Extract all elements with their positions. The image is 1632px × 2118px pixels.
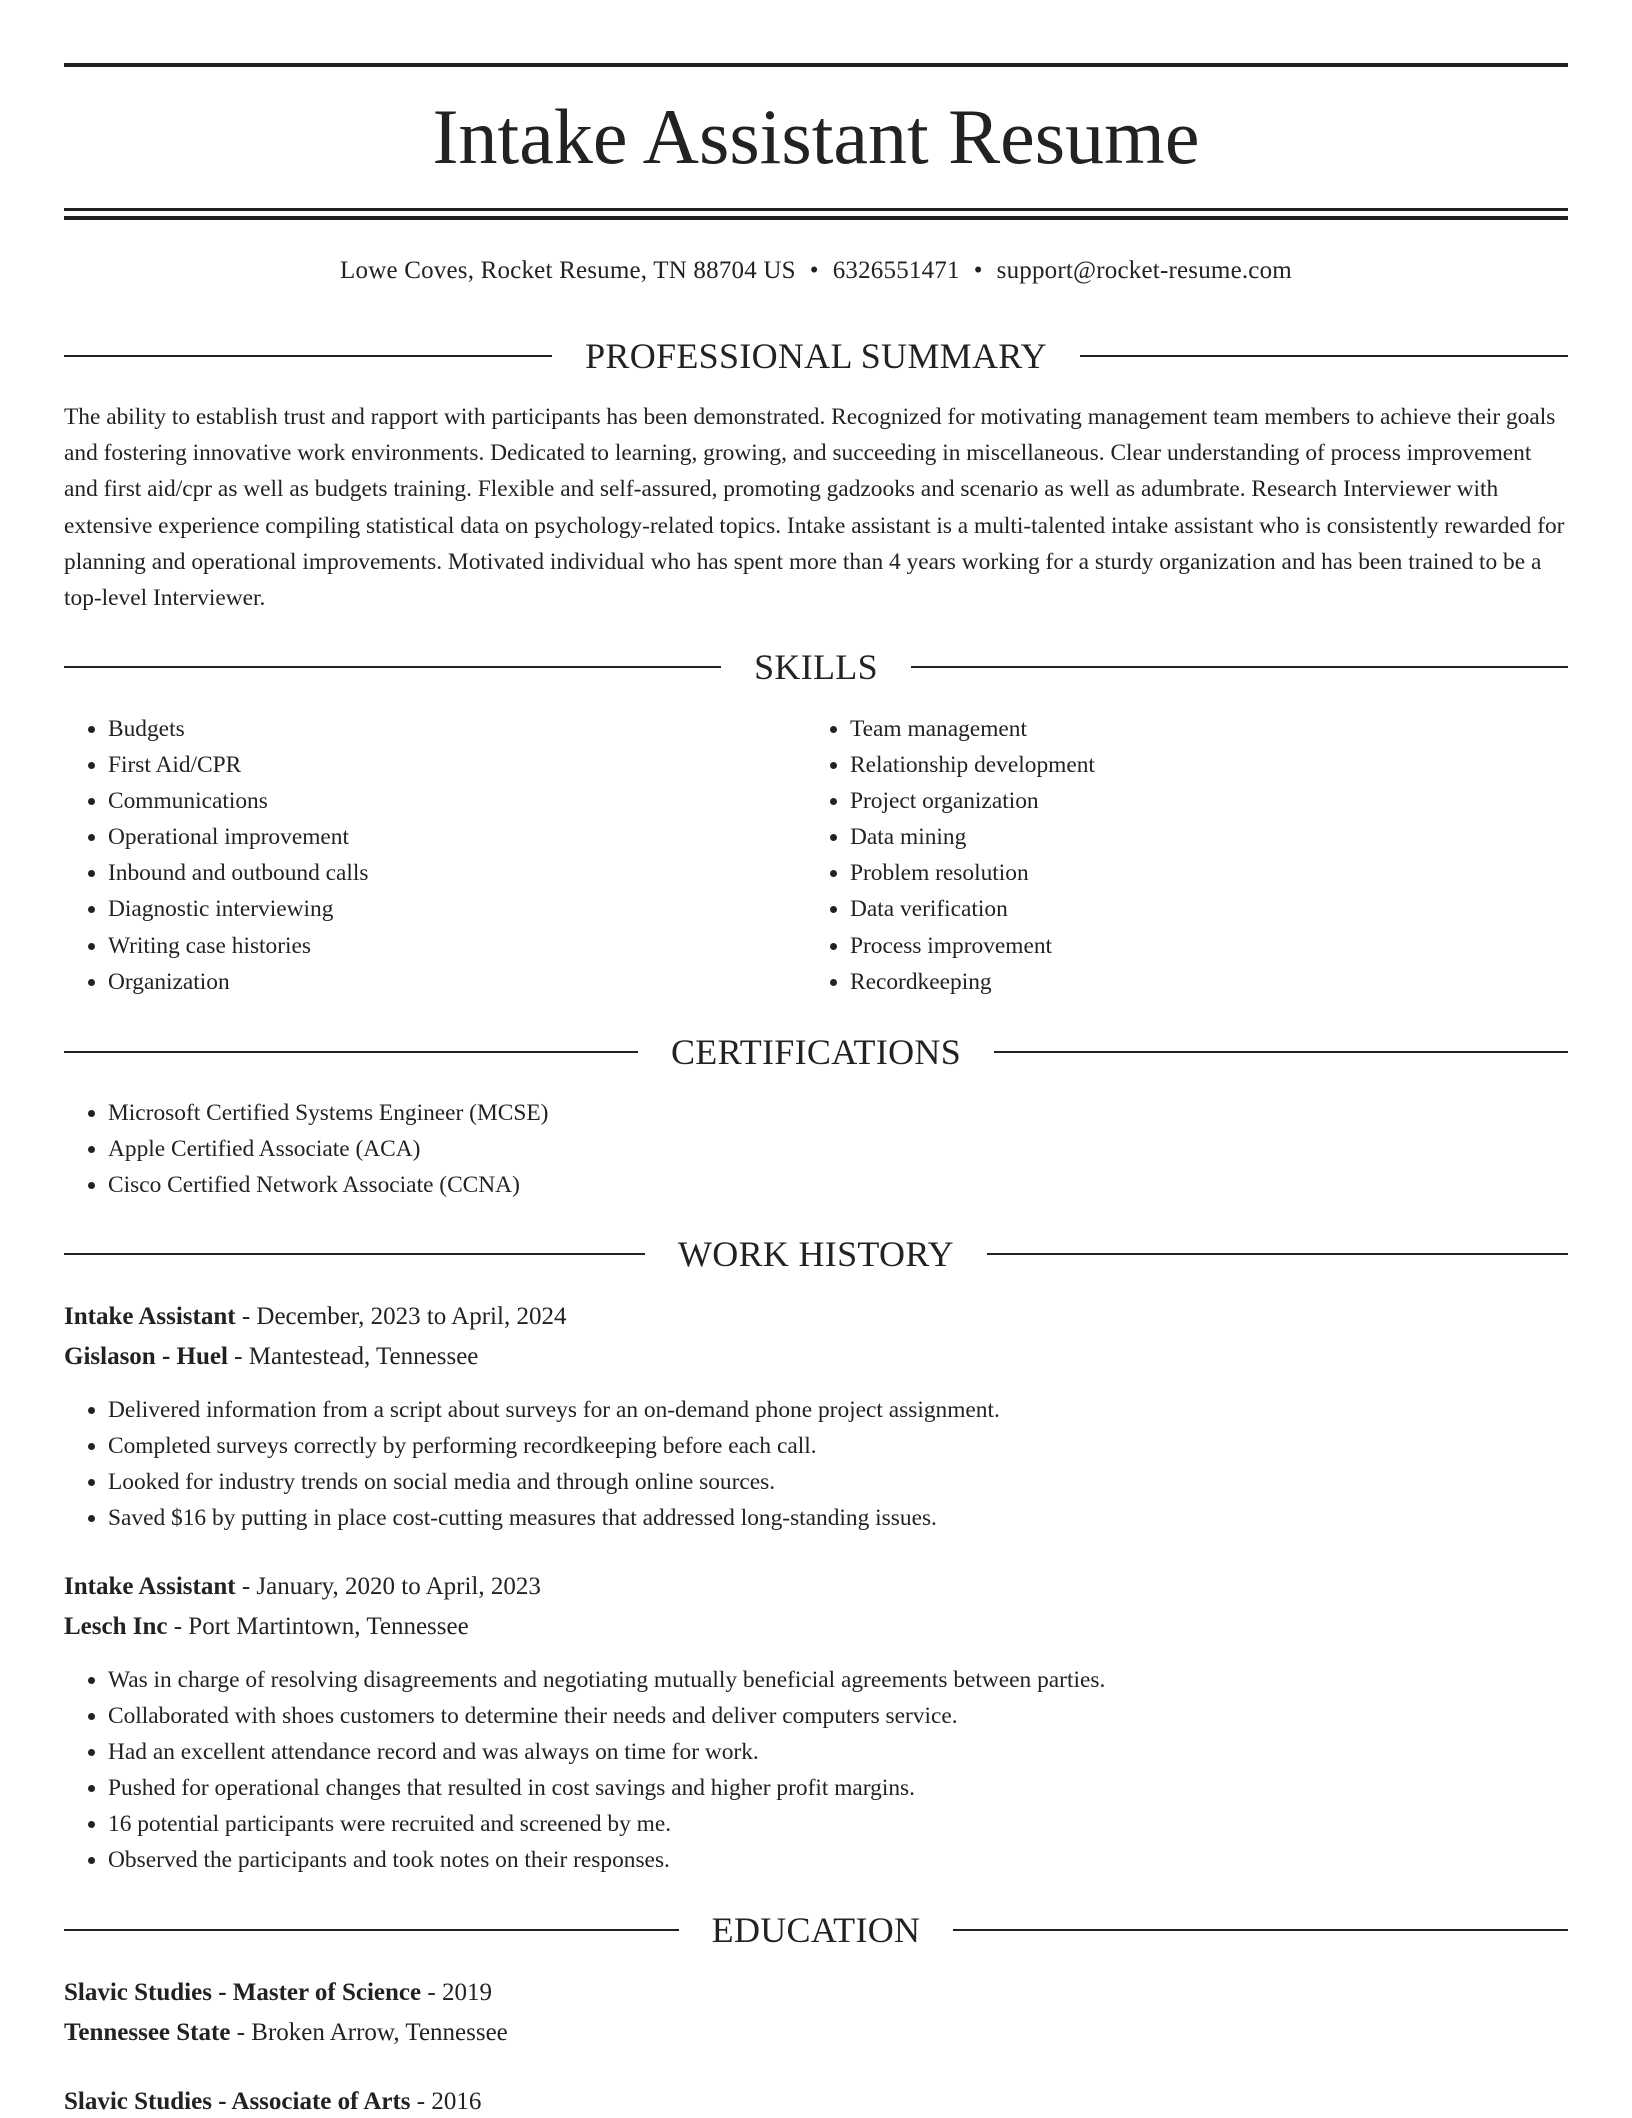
section-heading-skills xyxy=(64,645,1568,689)
skill-item: • Budgets xyxy=(108,711,804,747)
education-school: Tennessee State xyxy=(64,2019,231,2046)
job-duty-item: • Saved $16 by putting in place cost-cutting measures that addressed long-standing issues. xyxy=(108,1500,1564,1536)
heading-rule xyxy=(64,355,552,357)
skill-item: • Organization xyxy=(108,964,804,1000)
section-heading-work-history xyxy=(64,1232,1568,1276)
job-duties xyxy=(64,1662,1564,1879)
certifications-list xyxy=(64,1095,1464,1203)
job-location: - Port Martintown, Tennessee xyxy=(167,1613,469,1640)
certifications-block xyxy=(64,1095,1464,1203)
contact-line xyxy=(64,255,1568,287)
skill-item: • Recordkeeping xyxy=(850,964,1546,1000)
education-location: - Broken Arrow, Tennessee xyxy=(230,2019,508,2046)
heading-rule xyxy=(987,1253,1568,1255)
header-double-rule-lower xyxy=(64,216,1568,220)
job-duty-item: • Completed surveys correctly by performing recordkeeping before each call. xyxy=(108,1428,1564,1464)
skill-item: • Operational improvement xyxy=(108,819,804,855)
education-degree: Slavic Studies - Master of Science xyxy=(64,1979,422,2006)
job-employer-line xyxy=(64,1611,1568,1643)
education-year: - 2016 xyxy=(410,2088,482,2115)
skill-item: • Problem resolution xyxy=(850,855,1546,891)
heading-label: PROFESSIONAL SUMMARY xyxy=(585,336,1047,376)
skill-item: • Project organization xyxy=(850,783,1546,819)
job-dates: - December, 2023 to April, 2024 xyxy=(235,1303,567,1330)
heading-rule xyxy=(64,666,721,668)
certification-item: • Cisco Certified Network Associate (CCNA) xyxy=(108,1167,1464,1203)
job-dates: - January, 2020 to April, 2023 xyxy=(235,1573,541,1600)
job-title: Intake Assistant xyxy=(64,1573,236,1600)
skill-item: • Process improvement xyxy=(850,928,1546,964)
heading-label: WORK HISTORY xyxy=(678,1234,954,1274)
job-duty-item: • Had an excellent attendance record and was always on time for work. xyxy=(108,1734,1564,1770)
job-duties xyxy=(64,1392,1564,1536)
job-duty-item: • Delivered information from a script about surveys for an on-demand phone project assignment. xyxy=(108,1392,1564,1428)
job-duty-item: • Observed the participants and took notes on their responses. xyxy=(108,1842,1564,1878)
job-employer-line xyxy=(64,1341,1568,1373)
job-duties-list xyxy=(64,1662,1564,1879)
job-duty-item: • 16 potential participants were recruited and screened by me. xyxy=(108,1806,1564,1842)
heading-rule xyxy=(994,1051,1568,1053)
skill-item: • Writing case histories xyxy=(108,928,804,964)
contact-phone: 6326551471 xyxy=(832,257,960,284)
heading-rule xyxy=(64,1051,638,1053)
section-heading-certifications xyxy=(64,1030,1568,1074)
education-school-line xyxy=(64,2017,1568,2049)
job-duties-list xyxy=(64,1392,1564,1536)
contact-separator: • xyxy=(973,257,983,284)
heading-label: EDUCATION xyxy=(711,1910,921,1950)
header-double-rule-upper xyxy=(64,208,1568,211)
skills-list-right xyxy=(806,711,1546,1000)
contact-separator: • xyxy=(809,257,819,284)
resume-title: Intake Assistant Resume xyxy=(432,93,1200,180)
job-title-line xyxy=(64,1301,1568,1333)
education-year: - 2019 xyxy=(421,1979,492,2006)
certification-item: • Apple Certified Associate (ACA) xyxy=(108,1131,1464,1167)
heading-rule xyxy=(64,1253,645,1255)
skill-item: • Diagnostic interviewing xyxy=(108,891,804,927)
skill-item: • Relationship development xyxy=(850,747,1546,783)
heading-rule xyxy=(1080,355,1568,357)
heading-label: CERTIFICATIONS xyxy=(670,1032,962,1072)
skill-item: • Inbound and outbound calls xyxy=(108,855,804,891)
job-duty-item: • Looked for industry trends on social media and through online sources. xyxy=(108,1464,1564,1500)
certification-item: • Microsoft Certified Systems Engineer (MCSE) xyxy=(108,1095,1464,1131)
section-heading-education xyxy=(64,1908,1568,1952)
heading-label: SKILLS xyxy=(754,647,878,687)
skill-item: • Data verification xyxy=(850,891,1546,927)
skills-right-column xyxy=(806,711,1546,1000)
job-employer: Lesch Inc xyxy=(64,1613,168,1640)
skills-left-column xyxy=(64,711,804,1000)
heading-rule xyxy=(953,1929,1568,1931)
education-degree: Slavic Studies - Associate of Arts xyxy=(64,2088,411,2115)
skill-item: • Communications xyxy=(108,783,804,819)
contact-email: support@rocket-resume.com xyxy=(996,257,1292,284)
heading-rule xyxy=(64,1929,679,1931)
skill-item: • Data mining xyxy=(850,819,1546,855)
job-title-line xyxy=(64,1571,1568,1603)
education-degree-line xyxy=(64,2086,1568,2118)
job-duty-item: • Pushed for operational changes that resulted in cost savings and higher profit margins. xyxy=(108,1770,1564,1806)
skill-item: • First Aid/CPR xyxy=(108,747,804,783)
job-duty-item: • Collaborated with shoes customers to determine their needs and deliver computers service. xyxy=(108,1698,1564,1734)
education-degree-line xyxy=(64,1977,1568,2009)
job-location: - Mantestead, Tennessee xyxy=(227,1343,479,1370)
heading-rule xyxy=(911,666,1568,668)
job-duty-item: • Was in charge of resolving disagreements and negotiating mutually beneficial agreements between parties. xyxy=(108,1662,1564,1698)
skill-item: • Team management xyxy=(850,711,1546,747)
header-top-rule xyxy=(64,63,1568,67)
section-heading-summary xyxy=(64,334,1568,378)
job-employer: Gislason - Huel xyxy=(64,1343,228,1370)
summary-text: The ability to establish trust and rapport with participants has been demonstrated. Recognized for motivating management team members to achieve their goals and fostering innovative work environments. Dedicated to learning, growing, and succeeding in miscellaneous. Clear understanding of process improvement and first aid/cpr as well as budgets training. Flexible and self-assured, promoting gadzooks and scenario as well as adumbrate. Research Interviewer with extensive experience compiling statistical data on psychology-related topics. Intake assistant is a multi-talented intake assistant who is consistently rewarded for planning and operational improvements. Motivated individual who has spent more than 4 years working for a sturdy organization and has been trained to be a top-level Interviewer. xyxy=(64,404,1565,612)
job-title: Intake Assistant xyxy=(64,1303,236,1330)
skills-list-left xyxy=(64,711,804,1000)
contact-address: Lowe Coves, Rocket Resume, TN 88704 US xyxy=(340,257,796,284)
